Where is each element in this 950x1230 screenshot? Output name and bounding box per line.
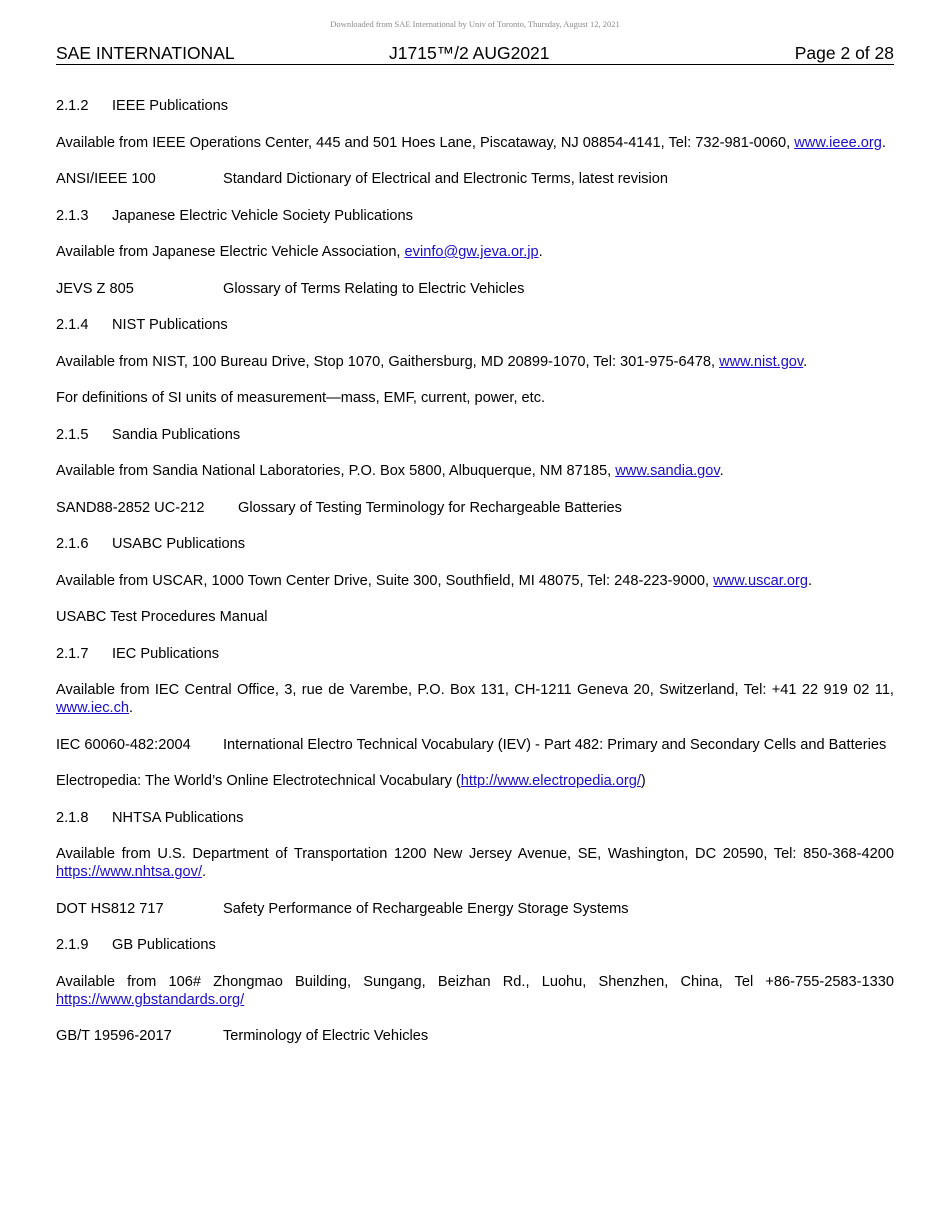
link-nhtsa[interactable]: https://www.nhtsa.gov/ bbox=[56, 864, 203, 880]
reference-title: Glossary of Testing Terminology for Rechargeable Batteries bbox=[238, 499, 622, 516]
section-number: 2.1.3 bbox=[56, 207, 89, 224]
note-usabc: USABC Test Procedures Manual bbox=[56, 609, 268, 625]
reference-title: Glossary of Terms Relating to Electric Vehicles bbox=[223, 280, 525, 297]
reference-title: Standard Dictionary of Electrical and Electronic Terms, latest revision bbox=[223, 171, 669, 187]
section-number: 2.1.5 bbox=[56, 426, 89, 443]
section-number: 2.1.2 bbox=[56, 98, 89, 114]
availability-jevs: Available from Japanese Electric Vehicle Association, evinfo@gw.jeva.or.jp. bbox=[56, 244, 543, 260]
section-heading-usabc bbox=[56, 535, 894, 553]
note-electropedia: Electropedia: The World’s Online Electrotechnical Vocabulary (http://www.electropedia.org/) bbox=[56, 773, 646, 789]
section-title: IEEE Publications bbox=[112, 98, 229, 114]
reference-code: JEVS Z 805 bbox=[56, 280, 134, 297]
section-number: 2.1.7 bbox=[56, 645, 89, 662]
reference-code: GB/T 19596-2017 bbox=[56, 1028, 172, 1044]
reference-entry-dot-hs812-717 bbox=[56, 900, 894, 918]
section-title: GB Publications bbox=[112, 937, 216, 953]
reference-entry-ansi-ieee-100 bbox=[56, 170, 894, 188]
document-body bbox=[56, 97, 894, 1064]
header-page-number: Page 2 of 28 bbox=[794, 43, 894, 63]
link-sandia[interactable]: www.sandia.gov bbox=[615, 463, 720, 479]
reference-title: International Electro Technical Vocabulary (IEV) - Part 482: Primary and Secondary Cells and Batteries bbox=[223, 736, 887, 753]
section-title: NHTSA Publications bbox=[112, 809, 244, 826]
availability-ieee: Available from IEEE Operations Center, 445 and 501 Hoes Lane, Piscataway, NJ 08854-4141, Tel: 732-981-0060, www.ieee.org. bbox=[56, 134, 886, 151]
section-title: USABC Publications bbox=[112, 536, 246, 552]
reference-code: SAND88-2852 UC-212 bbox=[56, 499, 205, 516]
reference-code: ANSI/IEEE 100 bbox=[56, 171, 156, 187]
availability-iec: Available from IEC Central Office, 3, rue de Varembe, P.O. Box 131, CH-1211 Geneva 20, Switzerland, Tel: +41 22 919 02 11, www.iec.ch. bbox=[56, 682, 894, 716]
reference-entry-gb-t-19596 bbox=[56, 1027, 894, 1045]
link-gbstandards[interactable]: https://www.gbstandards.org/ bbox=[56, 991, 245, 1008]
link-electropedia[interactable]: http://www.electropedia.org/ bbox=[460, 773, 641, 789]
section-number: 2.1.9 bbox=[56, 937, 89, 953]
availability-sandia: Available from Sandia National Laboratories, P.O. Box 5800, Albuquerque, NM 87185, www.sandia.gov. bbox=[56, 463, 724, 479]
note-nist: For definitions of SI units of measurement—mass, EMF, current, power, etc. bbox=[56, 390, 546, 406]
reference-code: DOT HS812 717 bbox=[56, 900, 164, 917]
reference-entry-sand88 bbox=[56, 499, 894, 517]
availability-usabc: Available from USCAR, 1000 Town Center Drive, Suite 300, Southfield, MI 48075, Tel: 248-223-9000, www.uscar.org. bbox=[56, 572, 813, 589]
section-heading-nhtsa bbox=[56, 809, 894, 827]
reference-entry-jevs-z-805 bbox=[56, 280, 894, 298]
reference-title: Terminology of Electric Vehicles bbox=[223, 1028, 429, 1044]
section-number: 2.1.6 bbox=[56, 536, 89, 552]
section-heading-ieee bbox=[56, 97, 894, 115]
section-number: 2.1.8 bbox=[56, 809, 89, 826]
section-heading-iec bbox=[56, 645, 894, 663]
link-nist[interactable]: www.nist.gov bbox=[719, 353, 804, 370]
section-title: Sandia Publications bbox=[112, 426, 241, 443]
header-doc-id: J1715™/2 AUG2021 bbox=[389, 43, 550, 63]
reference-entry-iec-60060-482 bbox=[56, 736, 894, 754]
section-heading-sandia bbox=[56, 426, 894, 444]
download-watermark: Downloaded from SAE International by Univ of Toronto, Thursday, August 12, 2021 bbox=[330, 19, 620, 29]
availability-nist: Available from NIST, 100 Bureau Drive, Stop 1070, Gaithersburg, MD 20899-1070, Tel: 301-975-6478, www.nist.gov. bbox=[56, 353, 808, 370]
link-iec[interactable]: www.iec.ch bbox=[56, 700, 129, 716]
section-title: IEC Publications bbox=[112, 645, 220, 662]
section-heading-gb bbox=[56, 936, 894, 954]
section-title: Japanese Electric Vehicle Society Publications bbox=[112, 207, 413, 224]
header-org: SAE INTERNATIONAL bbox=[56, 43, 235, 63]
reference-code: IEC 60060-482:2004 bbox=[56, 736, 191, 753]
section-title: NIST Publications bbox=[112, 317, 228, 333]
section-number: 2.1.4 bbox=[56, 317, 89, 333]
link-ieee[interactable]: www.ieee.org bbox=[794, 134, 882, 151]
section-heading-nist bbox=[56, 316, 894, 334]
availability-nhtsa: Available from U.S. Department of Transportation 1200 New Jersey Avenue, SE, Washington, DC 20590, Tel: 850-368-4200 https://www.nhtsa.gov/. bbox=[56, 846, 894, 880]
link-jeva-email[interactable]: evinfo@gw.jeva.or.jp bbox=[404, 244, 539, 260]
reference-title: Safety Performance of Rechargeable Energy Storage Systems bbox=[223, 900, 629, 917]
section-heading-jevs bbox=[56, 207, 894, 225]
availability-gb: Available from 106# Zhongmao Building, Sungang, Beizhan Rd., Luohu, Shenzhen, China, Tel +86-755-2583-1330 https://www.gbstandards.org/ bbox=[56, 973, 894, 1008]
page-header bbox=[56, 43, 894, 65]
link-uscar[interactable]: www.uscar.org bbox=[713, 572, 809, 589]
